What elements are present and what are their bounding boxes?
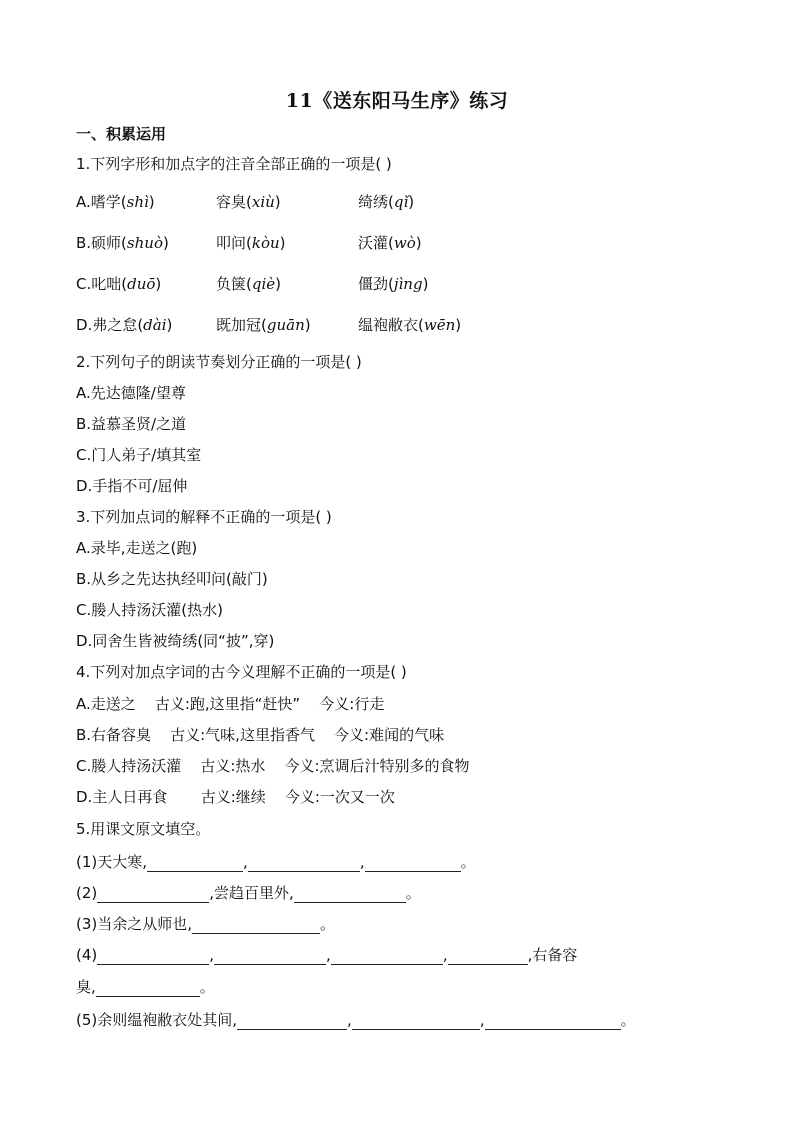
answer-blank[interactable] (214, 949, 326, 965)
page-title: 11《送东阳马生序》练习 (285, 90, 509, 112)
question-4-option-a: A.走送之 古义:跑,这里指“赶快” 今义:行走 (76, 695, 385, 713)
question-2-option-b: B.益慕圣贤/之道 (76, 415, 187, 433)
answer-blank[interactable] (294, 887, 406, 903)
question-4-stem: 4.下列对加点字词的古今义理解不正确的一项是( ) (76, 663, 407, 681)
option-b-3: 沃灌(wò) (358, 234, 422, 252)
question-2-stem: 2.下列句子的朗读节奏划分正确的一项是( ) (76, 353, 362, 371)
answer-blank[interactable] (97, 887, 209, 903)
fill-line-4-cont: 臭, 。 (76, 978, 215, 996)
option-d-3: 缊袍敝衣(wēn) (358, 316, 462, 334)
question-1-stem: 1.下列字形和加点字的注音全部正确的一项是( ) (76, 155, 392, 173)
fill-line-3: (3)当余之从师也, 。 (76, 915, 336, 933)
option-b-2: 叩问(kòu) (216, 234, 286, 252)
question-2-option-a: A.先达德隆/望尊 (76, 384, 186, 402)
answer-blank[interactable] (485, 1014, 621, 1030)
answer-blank[interactable] (97, 949, 209, 965)
option-d-2: 既加冠(guān) (216, 316, 311, 334)
question-3-option-a: A.录毕,走送之(跑) (76, 539, 198, 557)
option-d-1: D.弗之怠(dài) (76, 316, 173, 334)
answer-blank[interactable] (237, 1014, 347, 1030)
answer-blank[interactable] (147, 856, 243, 872)
option-a-2: 容臭(xiù) (216, 193, 281, 211)
answer-blank[interactable] (448, 949, 528, 965)
fill-line-5: (5)余则缊袍敝衣处其间, , , 。 (76, 1011, 636, 1029)
question-4-option-c: C.媵人持汤沃灌 古义:热水 今义:烹调后汁特别多的食物 (76, 757, 470, 775)
question-3-option-b: B.从乡之先达执经叩问(敲门) (76, 570, 268, 588)
answer-blank[interactable] (192, 918, 320, 934)
question-4-option-d: D.主人日再食 古义:继续 今义:一次又一次 (76, 788, 395, 806)
question-3-option-d: D.同舍生皆被绮绣(同“披”,穿) (76, 632, 275, 650)
option-c-1: C.叱咄(duō) (76, 275, 162, 293)
answer-blank[interactable] (331, 949, 443, 965)
option-a-3: 绮绣(qǐ) (358, 193, 415, 211)
question-4-option-b: B.右备容臭 古义:气味,这里指香气 今义:难闻的气味 (76, 726, 445, 744)
section-heading: 一、积累运用 (76, 125, 167, 143)
fill-line-4: (4) , , , ,右备容 (76, 946, 578, 964)
fill-line-1: (1)天大寒, , , 。 (76, 853, 476, 871)
answer-blank[interactable] (352, 1014, 480, 1030)
question-5-stem: 5.用课文原文填空。 (76, 820, 211, 838)
answer-blank[interactable] (96, 981, 200, 997)
option-c-3: 僵劲(jìng) (358, 275, 429, 293)
option-a-1: A.嗜学(shì) (76, 193, 155, 211)
option-b-1: B.硕师(shuò) (76, 234, 169, 252)
question-2-option-c: C.门人弟子/填其室 (76, 446, 202, 464)
fill-line-2: (2) ,尝趋百里外, 。 (76, 884, 421, 902)
question-3-stem: 3.下列加点词的解释不正确的一项是( ) (76, 508, 332, 526)
answer-blank[interactable] (248, 856, 360, 872)
answer-blank[interactable] (365, 856, 461, 872)
question-3-option-c: C.媵人持汤沃灌(热水) (76, 601, 223, 619)
option-c-2: 负箧(qiè) (216, 275, 281, 293)
question-2-option-d: D.手指不可/屈伸 (76, 477, 188, 495)
